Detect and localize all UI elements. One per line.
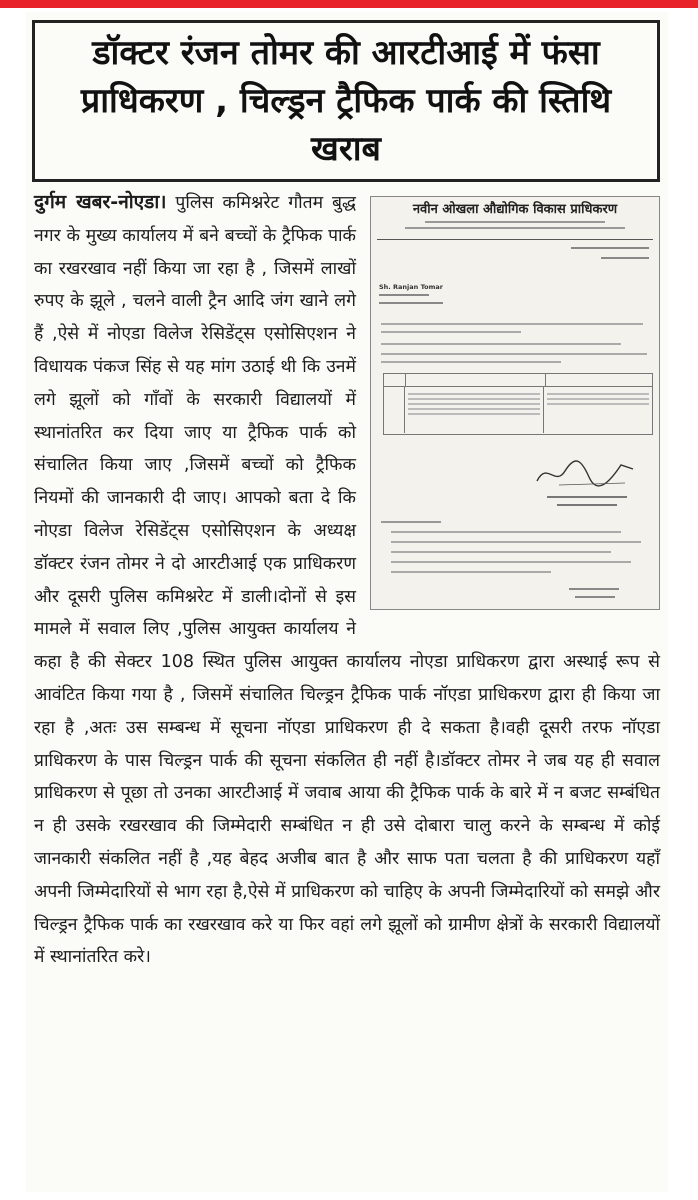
letter-subheading-lines	[395, 219, 635, 233]
signatory-block	[537, 493, 637, 514]
letter-header	[371, 197, 659, 236]
letter-copy-lines	[381, 519, 646, 579]
letter-addressee-name: Sh. Ranjan Tomar	[379, 283, 443, 291]
headline: डॉक्टर रंजन तोमर की आरटीआई में फंसा प्राधिकरण , चिल्ड्रन ट्रैफिक पार्क की स्तिथि खराब	[80, 33, 612, 169]
letter-ref-lines	[561, 243, 651, 267]
dateline: दुर्गम खबर-नोएडा।	[34, 191, 167, 213]
letter-table-row	[384, 387, 652, 433]
letter-addressee-lines	[379, 291, 459, 307]
top-red-strip	[0, 0, 698, 8]
letter-subject-lines	[381, 321, 651, 365]
letter-addressee	[379, 283, 459, 309]
letter-subheading	[371, 219, 659, 236]
rti-letter-image	[370, 196, 660, 610]
signatory-lines	[537, 493, 637, 511]
letter-table	[383, 373, 653, 435]
signature-icon	[529, 453, 639, 493]
headline-box	[32, 20, 660, 182]
article-body	[34, 186, 660, 974]
letter-rule	[377, 239, 653, 240]
letter-table-header	[384, 374, 652, 387]
letter-subject	[381, 321, 651, 368]
letter-org-name: नवीन ओखला औद्योगिक विकास प्राधिकरण	[412, 202, 618, 217]
article-text: पुलिस कमिश्नरेट गौतम बुद्ध नगर के मुख्य कार्यालय में बने बच्चों के ट्रैफिक पार्क का रखरखाव नहीं किया जा रहा है , जिसमें लाखों रुपए के झूले , चलने वाली ट्रैन आदि जंग खाने लगे हैं ,ऐसे में नोएडा विलेज रेसिडेंट्स एसोसिएशन ने विधायक पंकज सिंह से यह मांग उठाई थी कि उनमें लगे झूलों को गाँवों के सरकारी विद्यालयों में स्थानांतरित कर दिया जाए या ट्रैफिक पार्क को संचालित किया जाए ,जिसमें बच्चों को ट्रैफिक नियमों की जानकारी दी जाए। आपको बता दे कि नोएडा विलेज रेसिडेंट्स एसोसिएशन के अध्यक्ष डॉक्टर रंजन तोमर ने दो आरटीआई एक प्राधिकरण और दूसरी पुलिस कमिश्नरेट में डाली।दोनों से इस मामले में सवाल लिए ,पुलिस आयुक्त कार्यालय ने कहा है की सेक्टर 108 स्थित पुलिस आयुक्त कार्यालय नोएडा प्राधिकरण द्वारा अस्थाई रूप से आवंटित किया गया है , जिसमें संचालित चिल्ड्रन ट्रैफिक पार्क नॉएडा प्राधिकरण द्वारा ही किया जा रहा है ,अतः उस सम्बन्ध में सूचना नॉएडा प्राधिकरण ही दे सकता है।वही दूसरी तरफ नॉएडा प्राधिकरण के पास चिल्ड्रन पार्क की सूचना संकलित ही नहीं है।डॉक्टर तोमर ने जब यह ही सवाल प्राधिकरण से पूछा तो उनका आरटीआई में जवाब आया की ट्रैफिक पार्क के बारे में न बजट सम्बंधित न ही उसके रखरखाव की जिम्मेदारी सम्बंधित न ही उसे दोबारा चालु करने के सम्बन्ध में कोई जानकारी संकलित नहीं है ,यह बेहद अजीब बात है और साफ पता चलता है की प्राधिकरण यहाँ अपनी जिम्मेदारियों से भाग रहा है,ऐसे में प्राधिकरण को चाहिए के अपनी जिम्मेदारियों को समझे और चिल्ड्रन ट्रैफिक पार्क का रखरखाव करे या फिर वहां लगे झूलों को ग्रामीण क्षेत्रों के सरकारी विद्यालयों में स्थानांतरित करे।	[34, 193, 660, 968]
letter-copy-to	[381, 519, 646, 582]
newspaper-clipping	[26, 12, 668, 1192]
letter-footer	[569, 585, 629, 604]
letter-footer-lines	[569, 585, 629, 601]
letter-ref-number	[561, 243, 651, 270]
